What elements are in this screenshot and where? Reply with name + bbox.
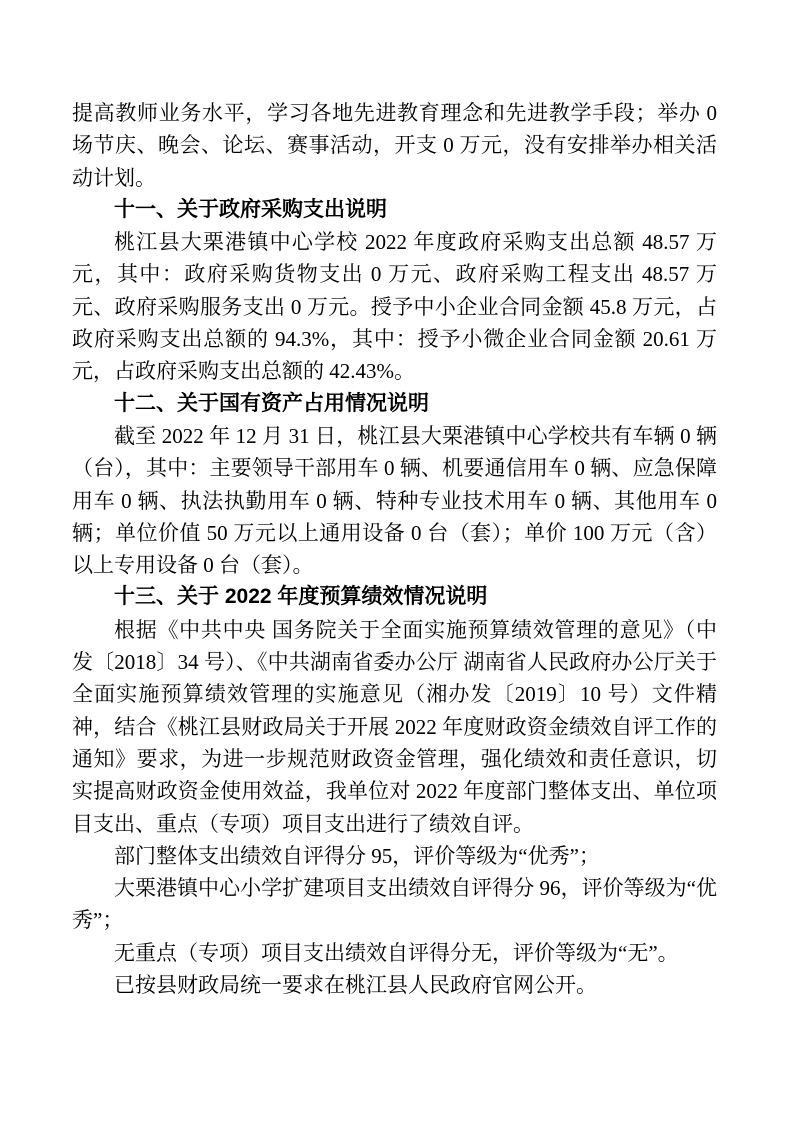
- paragraph-state-assets-detail: 截至 2022 年 12 月 31 日，桃江县大栗港镇中心学校共有车辆 0 辆（台），其中：主要领导干部用车 0 辆、机要通信用车 0 辆、应急保障用车 0 辆、执法执勤用车 0 辆、特种专业技术用车 0 辆、其他用车 0 辆；单位价值 50 万元以上通用设备 0 台（套）；单价 100 万元（含）以上专用设备 0 台（套）。: [72, 423, 717, 578]
- paragraph-gov-procurement-detail: 桃江县大栗港镇中心学校 2022 年度政府采购支出总额 48.57 万元，其中：政府采购货物支出 0 万元、政府采购工程支出 48.57 万元、政府采购服务支出 0 万元。授予中小企业合同金额 45.8 万元，占政府采购支出总额的 94.3%，其中：授予小微企业合同金额 20.61 万元，占政府采购支出总额的 42.43%。: [72, 230, 717, 384]
- heading-section-12-state-assets: 十二、关于国有资产占用情况说明: [114, 391, 429, 415]
- paragraph-budget-performance-basis: 根据《中共中央 国务院关于全面实施预算绩效管理的意见》（中发〔2018〕34 号）、《中共湖南省委办公厅 湖南省人民政府办公厅关于全面实施预算绩效管理的实施意见（湘办发〔2019〕10 号）文件精神，结合《桃江县财政局关于开展 2022 年度财政资金绩效自评工作的通知》要求，为进一步规范财政资金管理，强化绩效和责任意识，切实提高财政资金使用效益，我单位对 2022 年度部门整体支出、单位项目支出、重点（专项）项目支出进行了绩效自评。: [72, 617, 717, 836]
- paragraph-dept-overall-score: 部门整体支出绩效自评得分 95，评价等级为“优秀”；: [114, 843, 600, 868]
- paragraph-public-disclosure: 已按县财政局统一要求在桃江县人民政府官网公开。: [114, 973, 597, 998]
- heading-section-13-budget-performance: 十三、关于 2022 年度预算绩效情况说明: [114, 585, 488, 609]
- paragraph-key-project-score: 无重点（专项）项目支出绩效自评得分无，评价等级为“无”。: [114, 940, 679, 965]
- paragraph-expansion-project-score: 大栗港镇中心小学扩建项目支出绩效自评得分 96，评价等级为“优秀”；: [72, 876, 717, 933]
- paragraph-event-expense-continued: 提高教师业务水平，学习各地先进教育理念和先进教学手段；举办 0 场节庆、晚会、论坛、赛事活动，开支 0 万元，没有安排举办相关活动计划。: [72, 101, 717, 190]
- heading-section-11-gov-procurement: 十一、关于政府采购支出说明: [114, 197, 387, 221]
